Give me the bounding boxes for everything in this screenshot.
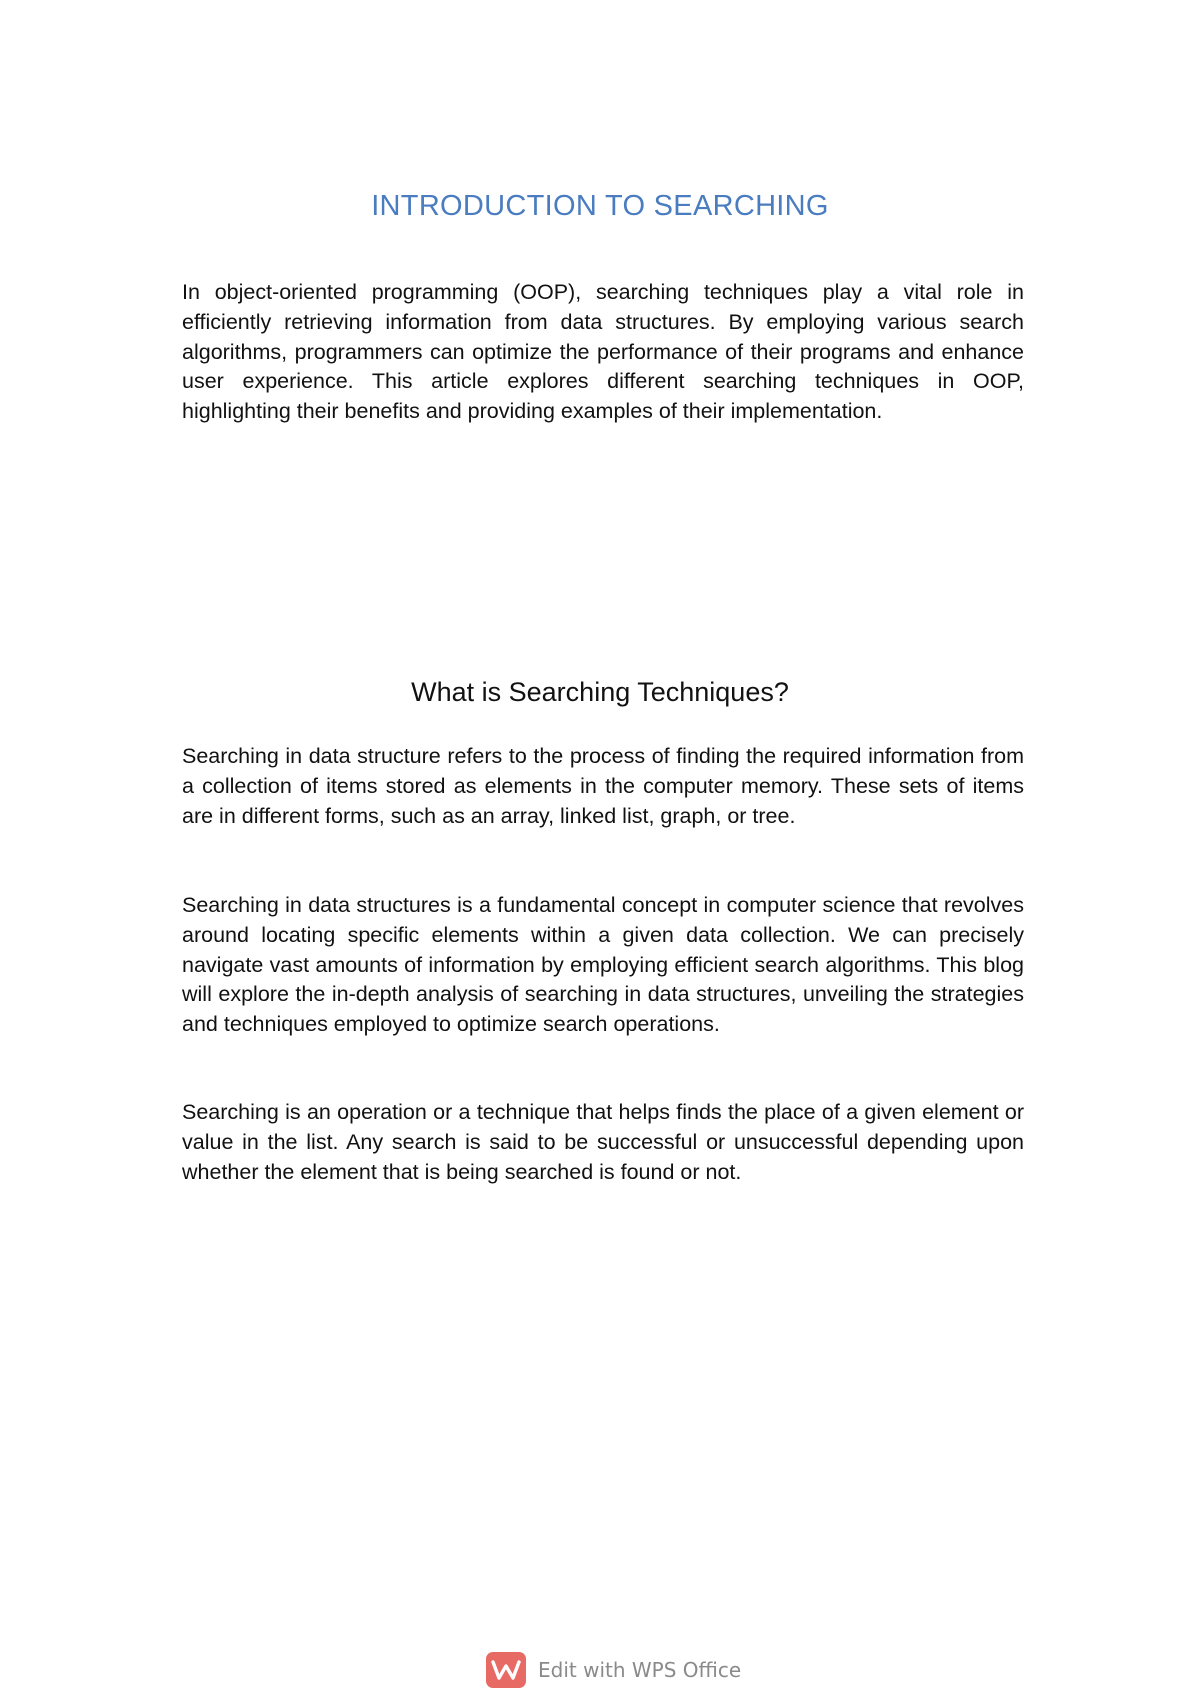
operation-paragraph: Searching is an operation or a technique that helps finds the place of a given element or value in the list. Any search is said to be successful or unsuccessful depending upon whether the element that is being searched is found or not. [182, 1100, 1024, 1184]
document-title: INTRODUCTION TO SEARCHING [371, 190, 829, 222]
fundamentals-paragraph: Searching in data structures is a fundamental concept in computer science that revolves around locating specific elements within a given data collection. We can precisely navigate vast amounts of information by employing efficient search algorithms. This blog will explore the in-depth analysis of searching in data structures, unveiling the strategies and techniques employed to optimize search operations. [182, 893, 1024, 1037]
wps-w-glyph-icon [491, 1659, 521, 1681]
intro-paragraph: In object-oriented programming (OOP), searching techniques play a vital role in efficiently retrieving information from data structures. By employing various search algorithms, programmers can optimize the performance of their programs and enhance user experience. This article explores different searching techniques in OOP, highlighting their benefits and providing examples of their implementation. [182, 280, 1024, 424]
edit-with-wps-link[interactable]: Edit with WPS Office [538, 1658, 742, 1682]
wps-office-logo-icon [486, 1652, 526, 1688]
wps-edit-footer[interactable] [486, 1652, 741, 1688]
section-heading: What is Searching Techniques? [411, 677, 789, 707]
definition-paragraph: Searching in data structure refers to the process of finding the required information from a collection of items stored as elements in the computer memory. These sets of items are in different forms, such as an array, linked list, graph, or tree. [182, 744, 1024, 828]
